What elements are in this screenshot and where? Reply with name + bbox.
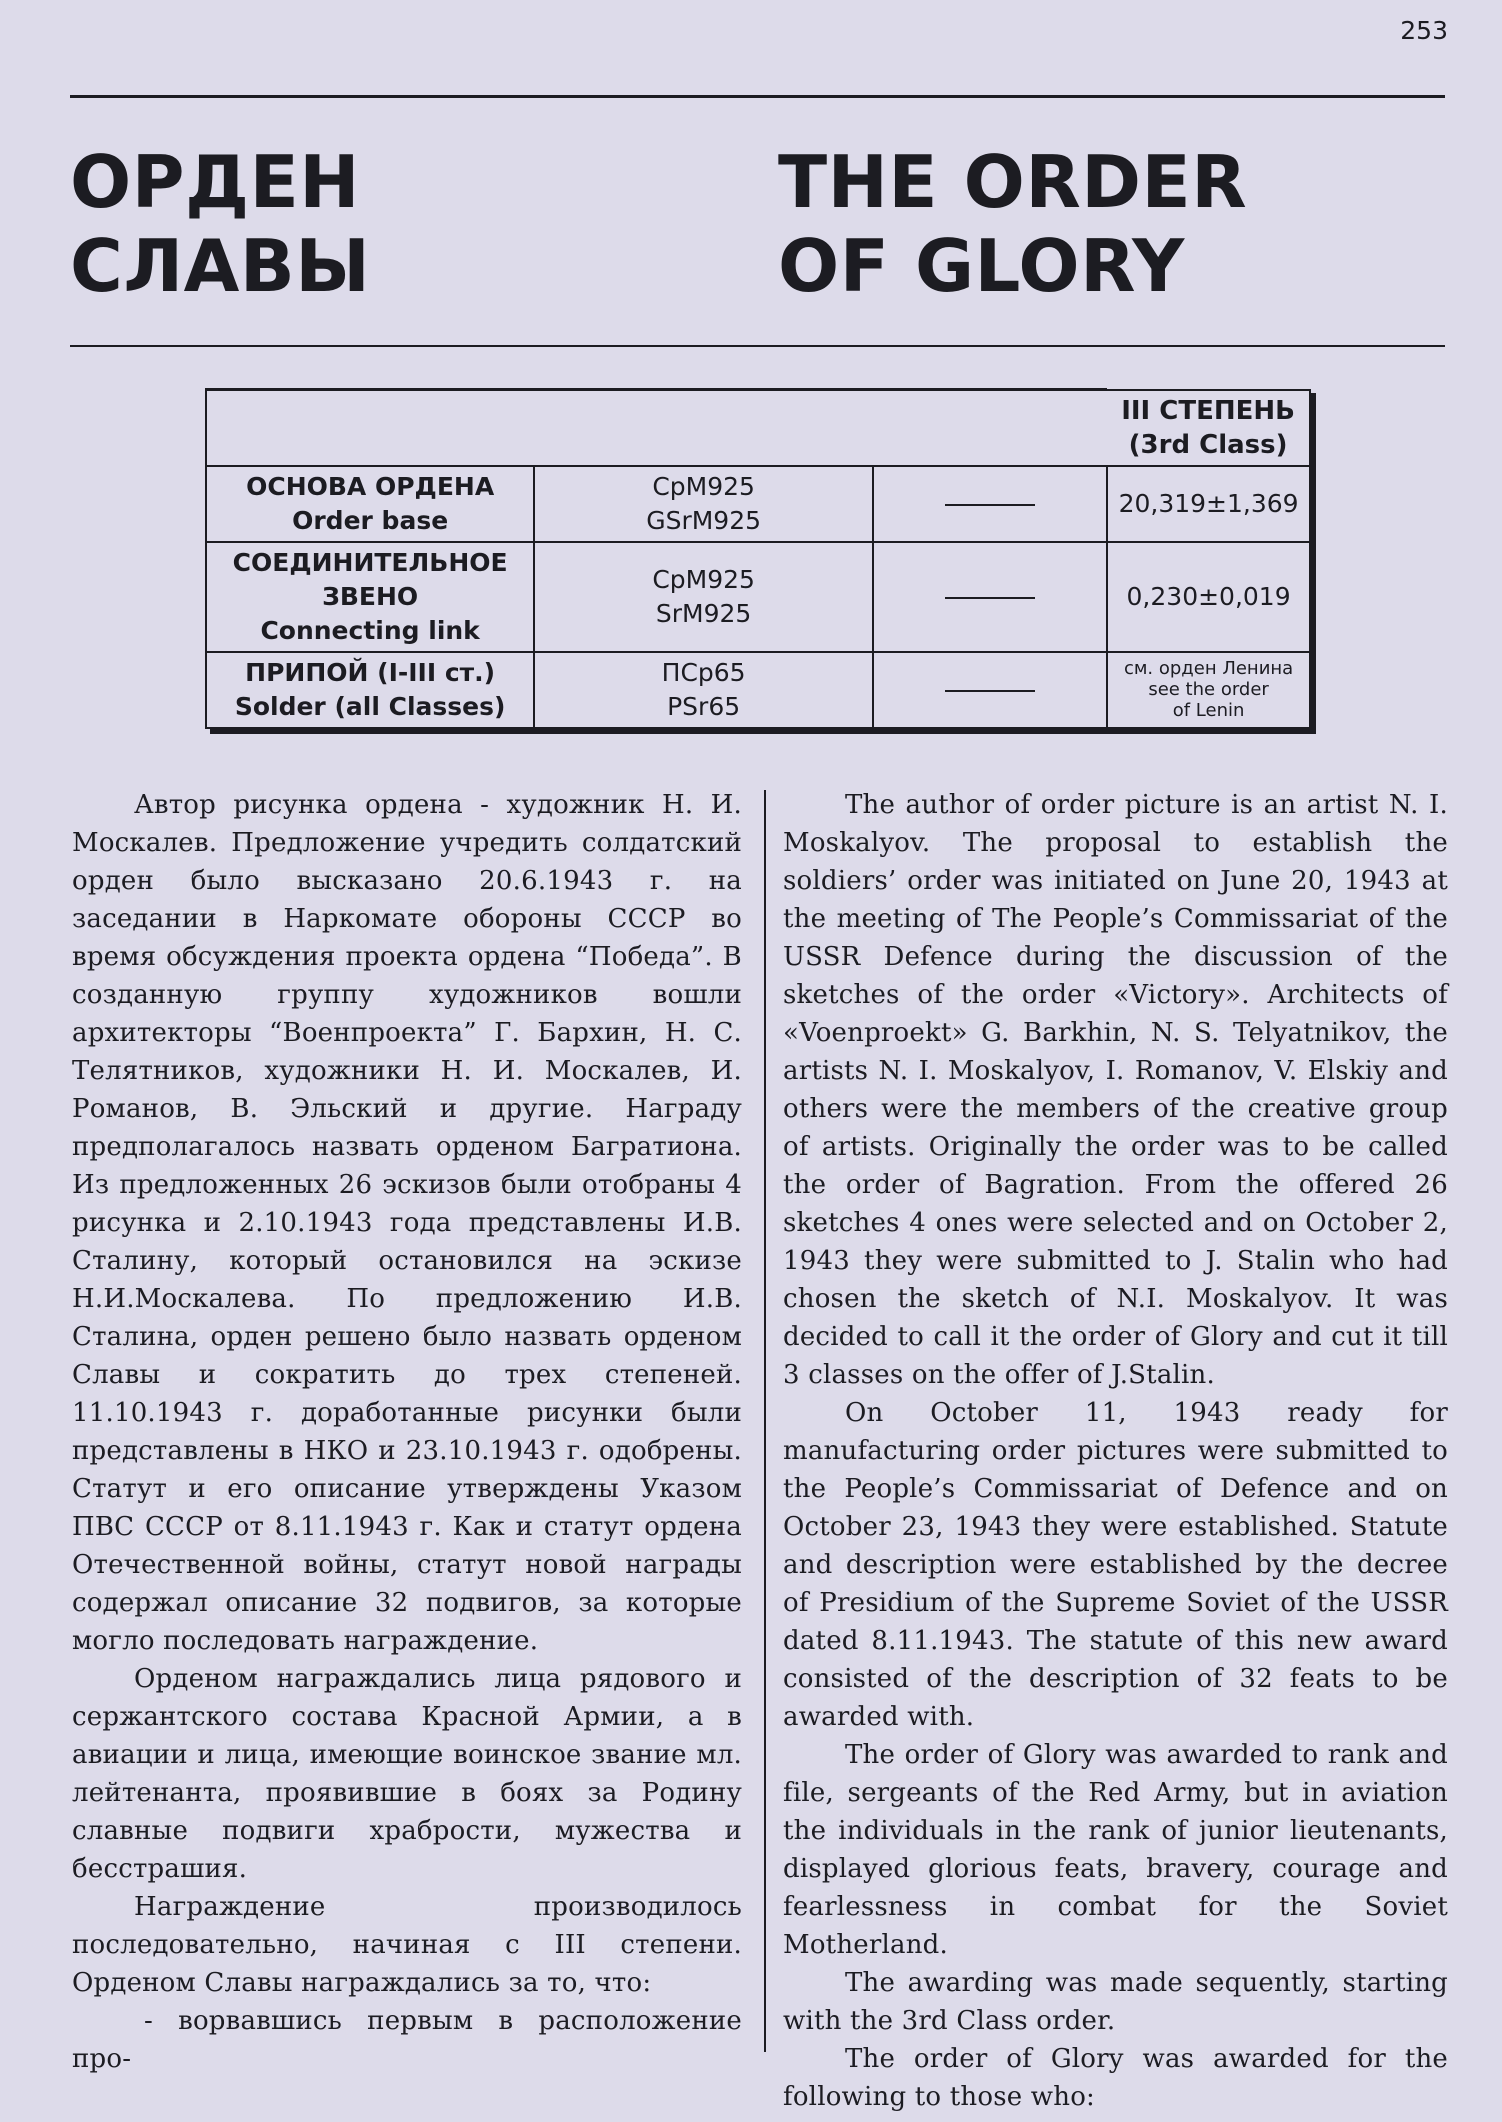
ru-paragraph: Награждение производилось последовательно, начиная с III степени. Орденом Славы награждались за то, что:	[72, 1892, 742, 1998]
specification-table	[205, 388, 1311, 729]
en-paragraph: On October 11, 1943 ready for manufacturing order pictures were submitted to the People’s Commissariat of Defence and on October 23, 1943 they were established. Statute and description were established by the decree of Presidium of the Supreme Soviet of the USSR dated 8.11.1943. The statute of this new award consisted of the description of 32 feats to be awarded with.	[783, 1398, 1448, 1732]
english-text-column	[783, 786, 1448, 2116]
dash-line	[945, 504, 1035, 506]
row-label-ru: ЗВЕНО	[322, 581, 419, 611]
title-english-line-2: OF GLORY	[778, 224, 1185, 308]
row-dash	[873, 466, 1107, 542]
title-russian-line-2: СЛАВЫ	[70, 224, 371, 308]
row-material-en: SrM925	[655, 598, 752, 628]
row-value: 20,319±1,369	[1107, 466, 1310, 542]
row-dash	[873, 652, 1107, 728]
row-label	[206, 652, 534, 728]
row-material-ru: ПСр65	[661, 657, 746, 687]
row-material	[534, 652, 873, 728]
title-bottom-rule	[70, 345, 1445, 347]
en-paragraph: The order of Glory was awarded to rank and file, sergeants of the Red Army, but in aviation the individuals in the rank of junior lieutenants, displayed glorious feats, bravery, courage and fearlessness in combat for the Soviet Motherland.	[783, 1740, 1448, 1960]
row-label-ru: ОСНОВА ОРДЕНА	[246, 471, 495, 501]
table-row	[206, 542, 1310, 652]
row-material-ru: СрМ925	[652, 564, 755, 594]
ru-paragraph: Орденом награждались лица рядового и сержантского состава Красной Армии, а в авиации и лица, имеющие воинское звание мл. лейтенанта, проявившие в боях за Родину славные подвиги храбрости, мужества и бесстрашия.	[72, 1664, 742, 1884]
row-label-en: Connecting link	[260, 615, 480, 645]
en-paragraph: The awarding was made sequently, starting with the 3rd Class order.	[783, 1968, 1448, 2036]
dash-line	[945, 597, 1035, 599]
row-label-en: Solder (all Classes)	[234, 691, 506, 721]
row-value: 0,230±0,019	[1107, 542, 1310, 652]
table-header-empty	[206, 390, 1107, 466]
row-note	[1107, 652, 1310, 728]
row-label	[206, 466, 534, 542]
row-material	[534, 466, 873, 542]
title-english	[778, 140, 1247, 308]
note-line: see the order	[1148, 679, 1269, 700]
en-paragraph: The order of Glory was awarded for the following to those who:	[783, 2044, 1448, 2112]
note-line: см. орден Ленина	[1123, 658, 1294, 679]
page-number: 253	[1400, 16, 1448, 45]
note-line: of Lenin	[1172, 700, 1245, 721]
ru-list-item: - ворвавшись первым в расположение про-	[72, 2006, 742, 2074]
title-russian	[70, 140, 370, 308]
en-paragraph: The author of order picture is an artist N. I. Moskalyov. The proposal to establish the soldiers’ order was initiated on June 20, 1943 at the meeting of The People’s Commissariat of the USSR Defence during the discussion of the sketches of the order «Victory». Architects of «Voenproekt» G. Barkhin, N. S. Telyatnikov, the artists N. I. Moskalyov, I. Romanov, V. Elskiy and others were the members of the creative group of artists. Originally the order was to be called the order of Bagration. From the offered 26 sketches 4 ones were selected and on October 2, 1943 they were submitted to J. Stalin who had chosen the sketch of N.I. Moskalyov. It was decided to call it the order of Glory and cut it till 3 classes on the offer of J.Stalin.	[783, 790, 1448, 1390]
title-english-line-1: THE ORDER	[778, 140, 1248, 224]
ru-paragraph: Автор рисунка ордена - художник Н. И. Москалев. Предложение учредить солдатский орден было высказано 20.6.1943 г. на заседании в Наркомате обороны СССР во время обсуждения проекта ордена “Победа”. В созданную группу художников вошли архитекторы “Военпроекта” Г. Бархин, Н. С. Телятников, художники Н. И. Москалев, И. Романов, В. Эльский и другие. Награду предполагалось назвать орденом Багратиона. Из предложенных 26 эскизов были отобраны 4 рисунка и 2.10.1943 года представлены И.В. Сталину, который остановился на эскизе Н.И.Москалева. По предложению И.В. Сталина, орден решено было назвать орденом Славы и сократить до трех степеней. 11.10.1943 г. доработанные рисунки были представлены в НКО и 23.10.1943 г. одобрены. Статут и его описание утверждены Указом ПВС СССР от 8.11.1943 г. Как и статут ордена Отечественной войны, статут новой награды содержал описание 32 подвигов, за которые могло последовать награждение.	[72, 790, 742, 1656]
row-material	[534, 542, 873, 652]
row-label-en: Order base	[292, 505, 449, 535]
title-russian-line-1: ОРДЕН	[70, 140, 361, 224]
row-label-ru: СОЕДИНИТЕЛЬНОЕ	[232, 547, 508, 577]
russian-text-column	[72, 786, 742, 2078]
table-class-header: III СТЕПЕНЬ (3rd Class)	[1107, 390, 1310, 466]
row-label	[206, 542, 534, 652]
row-material-en: GSrM925	[646, 505, 762, 535]
table-row	[206, 652, 1310, 728]
row-dash	[873, 542, 1107, 652]
table-header-row	[206, 390, 1310, 466]
column-divider	[764, 790, 766, 2052]
row-label-ru: ПРИПОЙ (I-III ст.)	[245, 657, 496, 687]
row-material-ru: СрМ925	[652, 471, 755, 501]
row-material-en: PSr65	[667, 691, 741, 721]
dash-line	[945, 690, 1035, 692]
table-row	[206, 466, 1310, 542]
top-rule	[70, 95, 1445, 98]
